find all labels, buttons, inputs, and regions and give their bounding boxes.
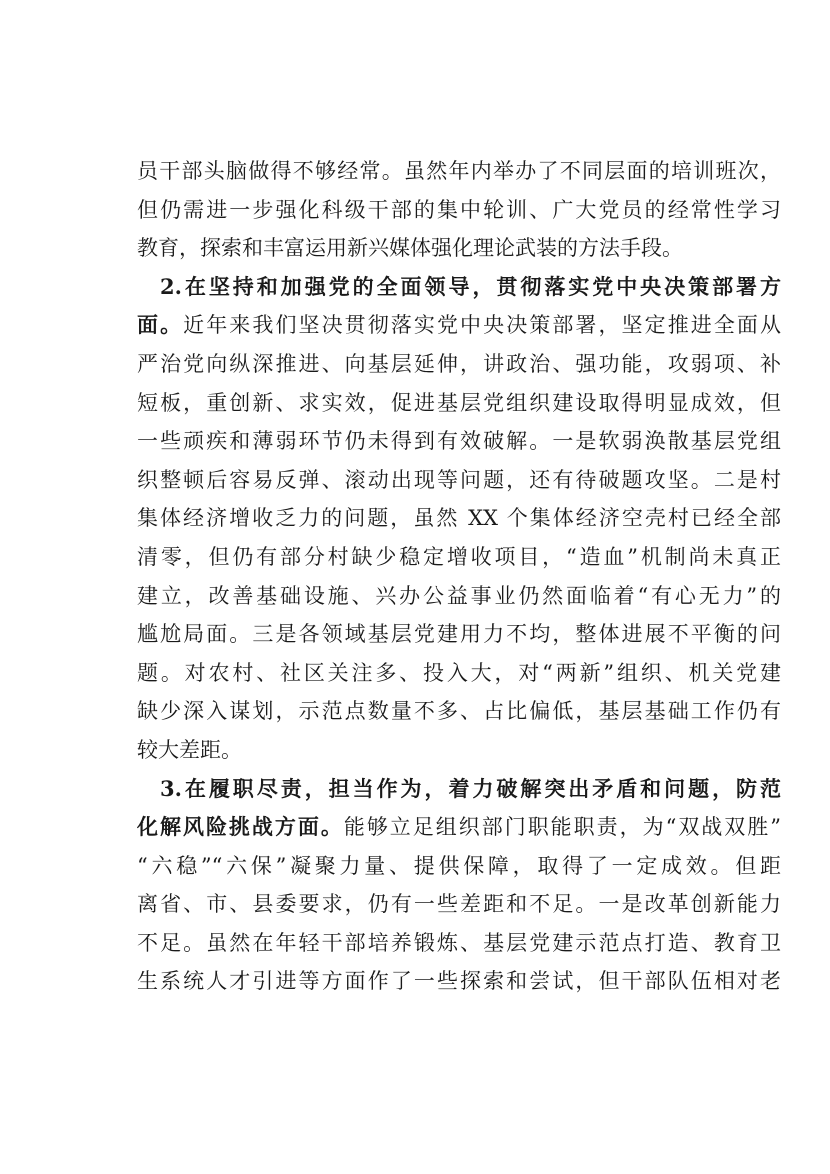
body-text: 生系统人才引进等方面作了一些探索和尝试，但干部队伍相对老 bbox=[137, 969, 781, 994]
body-text: 短板，重创新、求实效，促进基层党组织建设取得明显成效，但 bbox=[137, 390, 781, 415]
body-text: 清零，但仍有部分村缺少稳定增收项目，“造血”机制尚未真正 bbox=[137, 544, 781, 569]
text-line bbox=[137, 306, 781, 345]
text-line bbox=[137, 152, 781, 191]
text-line bbox=[137, 268, 781, 307]
body-text: 不足。虽然在年轻干部培养锻炼、基层党建示范点打造、教育卫 bbox=[137, 930, 781, 955]
body-text: 一些顽疾和薄弱环节仍未得到有效破解。一是软弱涣散基层党组 bbox=[137, 429, 781, 454]
body-text: 离省、市、县委要求，仍有一些差距和不足。一是改革创新能力 bbox=[137, 892, 781, 917]
heading-text: 化解风险挑战方面。 bbox=[137, 814, 344, 840]
body-text: 能够立足组织部门职能职责，为“双战双胜” bbox=[343, 815, 781, 840]
body-text: 严治党向纵深推进、向基层延伸，讲政治、强功能，攻弱项、补 bbox=[137, 351, 781, 376]
text-line bbox=[137, 924, 781, 963]
body-text: 缺少深入谋划，示范点数量不多、占比偏低，基层基础工作仍有 bbox=[137, 699, 781, 724]
text-line bbox=[137, 384, 781, 423]
body-text: 教育，探索和丰富运用新兴媒体强化理论武装的方法手段。 bbox=[137, 236, 683, 261]
body-text: 但仍需进一步强化科级干部的集中轮训、广大党员的经常性学习 bbox=[137, 197, 781, 222]
text-line bbox=[137, 731, 781, 770]
heading-text: 3.在履职尽责，担当作为，着力破解突出矛盾和问题，防范 bbox=[160, 775, 781, 801]
text-line bbox=[137, 615, 781, 654]
text-line bbox=[137, 692, 781, 731]
text-line bbox=[137, 885, 781, 924]
heading-text: 面。 bbox=[137, 312, 184, 338]
text-line bbox=[137, 770, 781, 809]
heading-text: 2.在坚持和加强党的全面领导，贯彻落实党中央决策部署方 bbox=[160, 273, 781, 299]
text-line bbox=[137, 577, 781, 616]
text-line bbox=[137, 422, 781, 461]
body-text: 题。对农村、社区关注多、投入大，对“两新”组织、机关党建 bbox=[137, 660, 781, 685]
body-text: 集体经济增收乏力的问题，虽然 XX 个集体经济空壳村已经全部 bbox=[137, 506, 781, 531]
text-line bbox=[137, 962, 781, 1001]
text-line bbox=[137, 654, 781, 693]
body-text: 建立，改善基础设施、兴办公益事业仍然面临着“有心无力”的 bbox=[137, 583, 781, 608]
text-line bbox=[137, 229, 781, 268]
text-line bbox=[137, 191, 781, 230]
body-text: 近年来我们坚决贯彻落实党中央决策部署，坚定推进全面从 bbox=[183, 313, 781, 338]
document-body bbox=[137, 152, 781, 1001]
text-line bbox=[137, 461, 781, 500]
text-line bbox=[137, 345, 781, 384]
body-text: 员干部头脑做得不够经常。虽然年内举办了不同层面的培训班次， bbox=[137, 159, 781, 183]
text-line bbox=[137, 499, 781, 538]
body-text: 较大差距。 bbox=[137, 737, 242, 762]
text-line bbox=[137, 808, 781, 847]
text-line bbox=[137, 538, 781, 577]
body-text: “六稳”“六保”凝聚力量、提供保障，取得了一定成效。但距 bbox=[137, 853, 781, 878]
body-text: 尴尬局面。三是各领域基层党建用力不均，整体进展不平衡的问 bbox=[137, 622, 781, 647]
body-text: 织整顿后容易反弹、滚动出现等问题，还有待破题攻坚。二是村 bbox=[137, 467, 781, 492]
text-line bbox=[137, 847, 781, 886]
